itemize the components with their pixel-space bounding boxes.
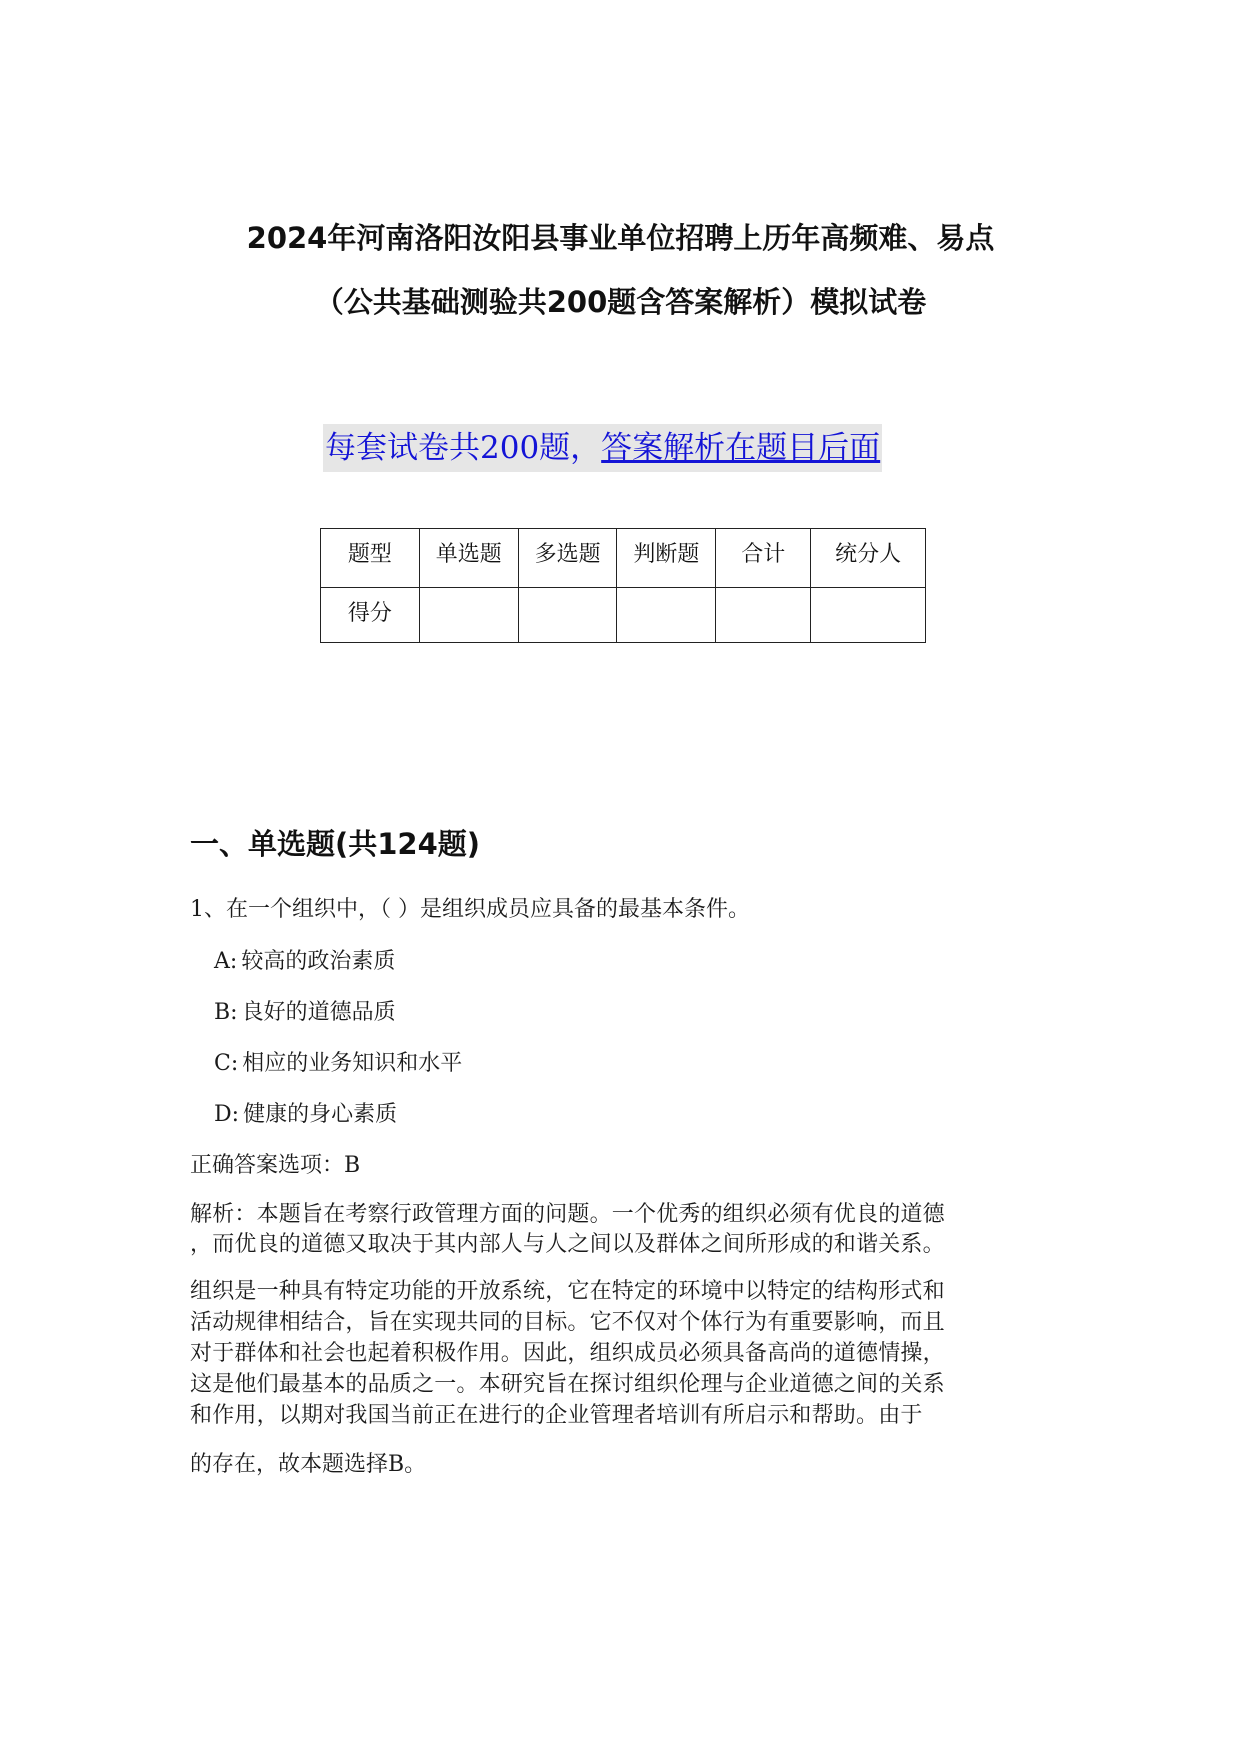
notice-prefix: 每套试卷共200题， — [325, 430, 602, 466]
option-b — [190, 995, 1050, 1031]
option-label: D: — [214, 1102, 240, 1127]
explanation-paragraph — [190, 1276, 1050, 1431]
option-label: C: — [214, 1051, 239, 1076]
score-cell-multiple-choice — [518, 588, 617, 643]
option-text: 相应的业务知识和水平 — [242, 1051, 463, 1076]
option-text: 良好的道德品质 — [241, 1000, 396, 1025]
notice-banner — [323, 424, 882, 472]
answer-explanation-link[interactable]: 答案解析在题目后面 — [601, 430, 881, 466]
header-scorer: 统分人 — [811, 529, 926, 588]
analysis-block — [190, 1200, 1050, 1260]
paragraph-line: 活动规律相结合，旨在实现共同的目标。它不仅对个体行为有重要影响，而且 — [190, 1310, 945, 1335]
correct-answer: 正确答案选项：B — [190, 1153, 361, 1178]
score-table-header-row — [321, 529, 926, 588]
section-heading-single-choice: 一、单选题(共124题) — [190, 827, 481, 861]
conclusion-line: 的存在，故本题选择B。 — [190, 1452, 427, 1477]
header-total: 合计 — [716, 529, 811, 588]
score-cell-total — [716, 588, 811, 643]
analysis-line: ，而优良的道德又取决于其内部人与人之间以及群体之间所形成的和谐关系。 — [190, 1232, 945, 1257]
row-label-score: 得分 — [321, 588, 420, 643]
question-1 — [190, 892, 1050, 1480]
score-table — [320, 528, 926, 643]
score-cell-true-false — [617, 588, 716, 643]
paragraph-line: 组织是一种具有特定功能的开放系统，它在特定的环境中以特定的结构形式和 — [190, 1279, 945, 1304]
score-cell-single-choice — [419, 588, 518, 643]
header-true-false: 判断题 — [617, 529, 716, 588]
option-text: 较高的政治素质 — [241, 949, 396, 974]
option-d — [190, 1097, 1050, 1133]
score-cell-scorer — [811, 588, 926, 643]
document-title — [0, 206, 1241, 334]
option-c — [190, 1046, 1050, 1082]
option-label: B: — [214, 1000, 238, 1025]
paragraph-line: 对于群体和社会也起着积极作用。因此，组织成员必须具备高尚的道德情操， — [190, 1341, 945, 1366]
option-label: A: — [214, 949, 238, 974]
paragraph-line: 和作用，以期对我国当前正在进行的企业管理者培训有所启示和帮助。由于 — [190, 1403, 923, 1428]
option-text: 健康的身心素质 — [243, 1102, 398, 1127]
header-question-type: 题型 — [321, 529, 420, 588]
analysis-line: 解析：本题旨在考察行政管理方面的问题。一个优秀的组织必须有优良的道德 — [190, 1202, 945, 1227]
title-line-2: （公共基础测验共200题含答案解析）模拟试卷 — [314, 285, 927, 319]
header-multiple-choice: 多选题 — [518, 529, 617, 588]
title-line-1: 2024年河南洛阳汝阳县事业单位招聘上历年高频难、易点 — [246, 221, 995, 255]
paragraph-line: 这是他们最基本的品质之一。本研究旨在探讨组织伦理与企业道德之间的关系 — [190, 1372, 945, 1397]
question-stem: 1、在一个组织中，（ ）是组织成员应具备的最基本条件。 — [190, 897, 750, 922]
header-single-choice: 单选题 — [419, 529, 518, 588]
option-a — [190, 944, 1050, 980]
score-table-score-row — [321, 588, 926, 643]
